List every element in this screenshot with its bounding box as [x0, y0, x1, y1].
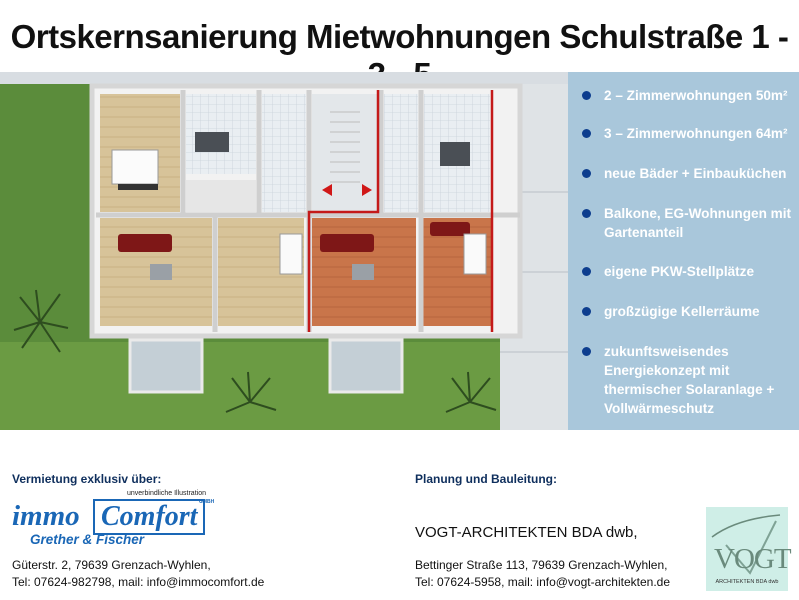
- logo-vogt-subtitle: ARCHITEKTEN BDA dwb: [715, 579, 779, 585]
- bullet-icon: [582, 209, 591, 218]
- feature-item: Balkone, EG-Wohnungen mit Gartenanteil: [582, 204, 797, 242]
- logo-comfort-text: Comfort: [93, 499, 205, 535]
- planning-address: Bettinger Straße 113, 79639 Grenzach-Wyhlen,: [415, 558, 668, 572]
- bullet-icon: [582, 347, 591, 356]
- vogt-logo[interactable]: [706, 507, 791, 591]
- floor-plan-drawing: [0, 72, 568, 430]
- planning-contact: Tel: 07624-5958, mail: info@vogt-architekten.de: [415, 575, 670, 589]
- feature-item: 3 – Zimmerwohnungen 64m²: [582, 124, 797, 143]
- immocomfort-logo[interactable]: [12, 497, 215, 549]
- logo-vogt-text: VOGT: [714, 543, 791, 575]
- logo-gmbh-text: GMBH: [199, 499, 215, 505]
- feature-list: [568, 72, 799, 430]
- rental-address: Güterstr. 2, 79639 Grenzach-Wyhlen,: [12, 558, 211, 572]
- bullet-icon: [582, 129, 591, 138]
- planning-heading: Planung und Bauleitung:: [415, 472, 557, 486]
- feature-item: eigene PKW-Stellplätze: [582, 262, 797, 281]
- bullet-icon: [582, 307, 591, 316]
- illustration-caption: unverbindliche Illustration: [127, 490, 206, 497]
- architect-firm: VOGT-ARCHITEKTEN BDA dwb,: [415, 524, 638, 541]
- bullet-icon: [582, 267, 591, 276]
- feature-item: neue Bäder + Einbauküchen: [582, 164, 797, 183]
- feature-item: zukunftsweisendes Energiekonzept mit thermischer Solaranlage + Vollwärmeschutz: [582, 342, 797, 418]
- bullet-icon: [582, 169, 591, 178]
- feature-item: großzügige Kellerräume: [582, 302, 797, 321]
- rental-contact: Tel: 07624-982798, mail: info@immocomfort.de: [12, 575, 265, 589]
- page-title: Ortskernsanierung Mietwohnungen Schulstraße 1 -: [10, 18, 789, 55]
- feature-item: 2 – Zimmerwohnungen 50m²: [582, 86, 797, 105]
- rental-heading: Vermietung exklusiv über:: [12, 472, 162, 486]
- logo-subtitle: Grether & Fischer: [30, 532, 145, 547]
- logo-immo-text: immo: [12, 500, 80, 532]
- bullet-icon: [582, 91, 591, 100]
